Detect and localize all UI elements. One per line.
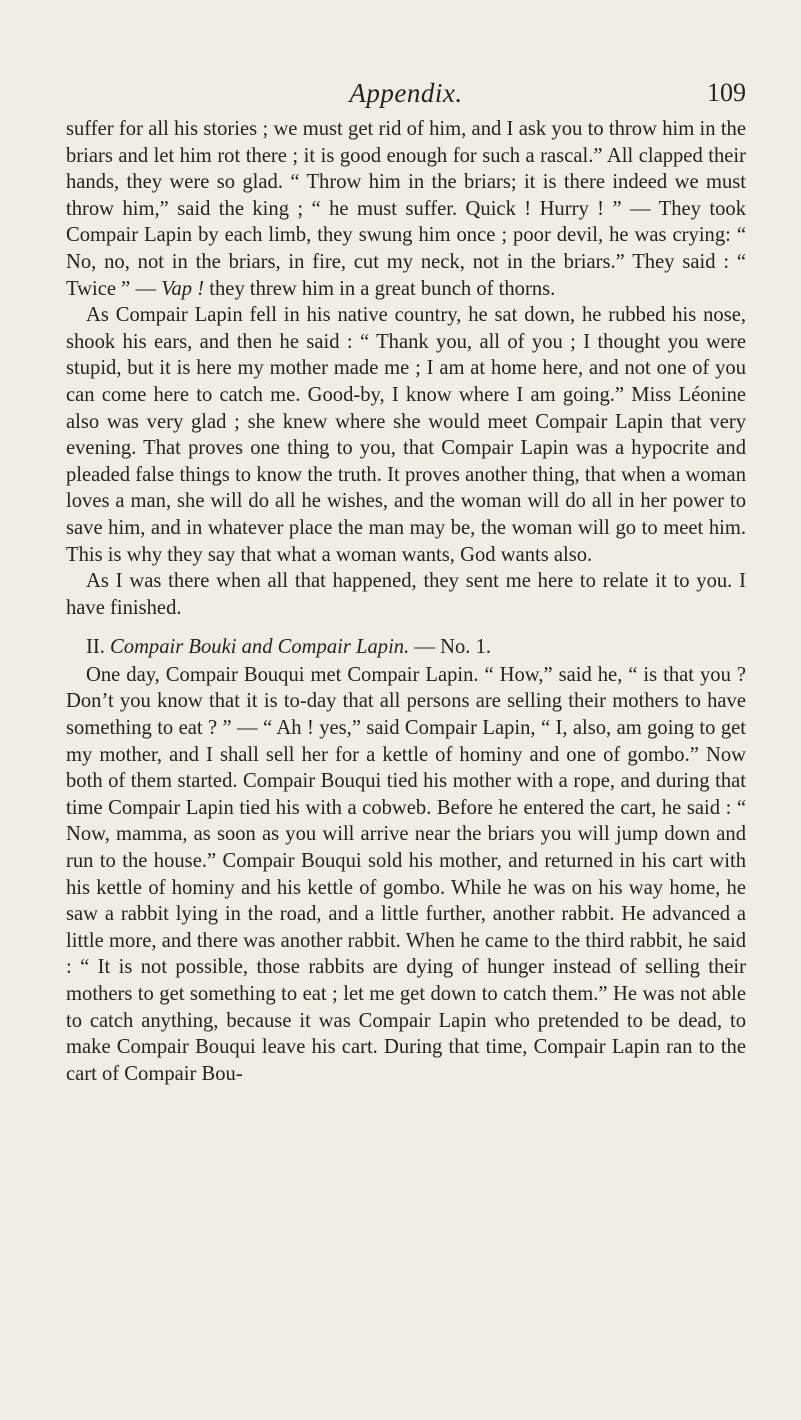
- running-head: [66, 78, 746, 112]
- page-number: 109: [707, 78, 746, 107]
- paragraph-1-text: suffer for all his stories ; we must get rid of him, and I ask you to throw him in the briars and let him rot there ; it is good enough for such a rascal.” All clapped their hands, they were so glad. “ Throw him in the briars; it is there indeed we must throw him,” said the king ; “ he must suffer. Quick ! Hurry ! ” — They took Compair Lapin by each limb, they swung him once ; poor devil, he was crying: “ No, no, not in the briars, in fire, cut my neck, not in the briars.” They said : “ Twice ” —: [66, 118, 746, 300]
- paragraph-1: [66, 116, 746, 302]
- section-heading: [66, 634, 746, 661]
- paragraph-4: One day, Compair Bouqui met Compair Lapin. “ How,” said he, “ is that you ? Don’t you know that it is to-day that all persons are selling their mothers to have something to eat ? ” — “ Ah ! yes,” said Compair Lapin, “ I, also, am going to get my mother, and I shall sell her for a kettle of hominy and one of gombo.” Now both of them started. Compair Bouqui tied his mother with a rope, and during that time Compair Lapin tied his with a cobweb. Before he entered the cart, he said : “ Now, mamma, as soon as you will arrive near the briars you will jump down and run to the house.” Compair Bouqui sold his mother, and returned in his cart with his kettle of hominy and his kettle of gombo. While he was on his way home, he saw a rabbit lying in the road, and a little further, another rabbit. He advanced a little more, and there was another rabbit. When he came to the third rabbit, he said : “ It is not possible, those rabbits are dying of hunger instead of selling their mothers to get something to eat ; let me get down to catch them.” He was not able to catch anything, because it was Compair Lapin who pretended to be dead, to make Compair Bouqui leave his cart. During that time, Compair Lapin ran to the cart of Compair Bou-: [66, 663, 746, 1085]
- page-body: [66, 116, 746, 1087]
- section-number: — No. 1.: [414, 636, 492, 659]
- paragraph-2: As Compair Lapin fell in his native country, he sat down, he rubbed his nose, shook his ears, and then he said : “ Thank you, all of you ; I thought you were stupid, but it is here my mother made me ; I am at home here, and not one of you can come here to catch me. Good-by, I know where I am going.” Miss Léonine also was very glad ; she knew where she would meet Compair Lapin that very evening. That proves one thing to you, that Compair Lapin was a hypocrite and pleaded false things to know the truth. It proves another thing, that when a woman loves a man, she will do all he wishes, and the woman will do all in her power to save him, and in whatever place the man may be, the woman will go to meet him. This is why they say that what a woman wants, God wants also.: [66, 304, 746, 566]
- running-title: Appendix.: [349, 78, 463, 108]
- paragraph-1-end: they threw him in a great bunch of thorns.: [209, 277, 556, 300]
- section-title: Compair Bouki and Compair Lapin.: [110, 636, 410, 659]
- vap-exclamation: Vap !: [161, 277, 205, 300]
- section-numeral: II.: [86, 636, 105, 659]
- paragraph-3: As I was there when all that happened, they sent me here to relate it to you. I have finished.: [66, 570, 746, 619]
